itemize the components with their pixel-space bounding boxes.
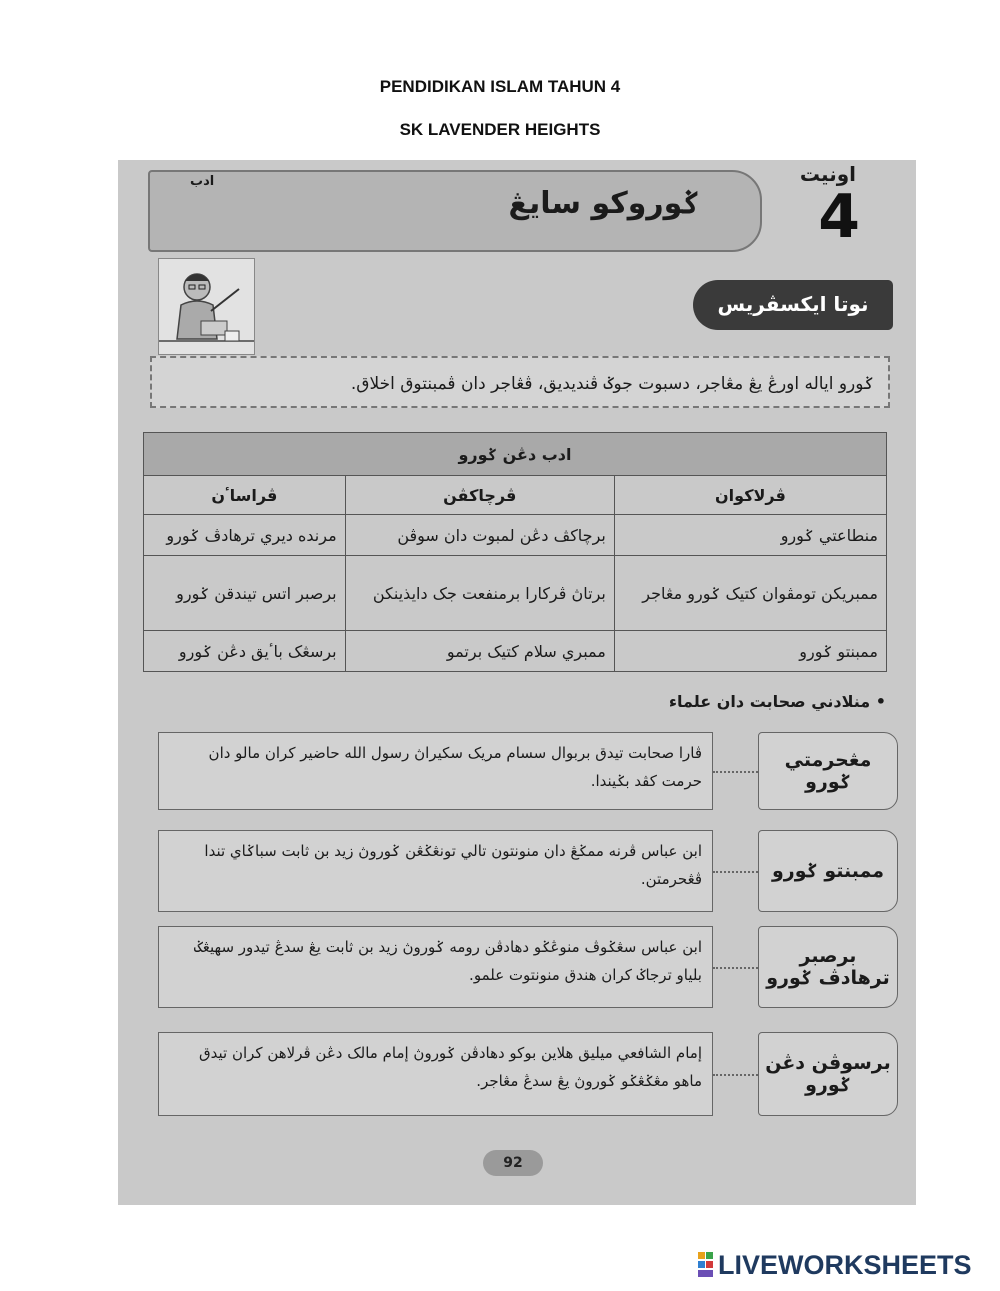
unit-number-box [758, 162, 888, 252]
table-row [144, 515, 887, 556]
example-label: مڠحرمتي ݢورو [758, 732, 898, 810]
connector-line [713, 1074, 758, 1076]
etiquette-table [143, 432, 887, 672]
table-header-row [144, 476, 887, 515]
example-row [158, 830, 898, 912]
unit-banner [148, 170, 762, 252]
unit-topic-tag: ادب [190, 174, 215, 189]
example-text: إمام الشافعي ميليق هلاين بوكو دهادڤن ݢوروڽ إمام مالک دڠن ڤرلاهن كران تيدق ماهو مڠݢڠݢو ݢوروڽ يڠ سدڠ مڠاجر. [158, 1032, 713, 1116]
column-header-behaviour: ڤرلاکوان [614, 476, 886, 515]
table-row [144, 556, 887, 631]
table-cell: ممبري سلام کتيک برتمو [345, 631, 614, 672]
example-label: برصبر ترهادڤ ݢورو [758, 926, 898, 1008]
example-text: ڤارا صحابت تيدق بربوال سسام مريک سکيراڽ رسول الله حاضير كران مالو دان حرمت كڤد بݢيندا. [158, 732, 713, 810]
column-header-speech: ڤرچاكڤن [345, 476, 614, 515]
liveworksheets-logo-icon [698, 1252, 714, 1278]
examples-heading: • منلادني صحابت دان علماء [668, 692, 886, 711]
definition-note: ݢورو اياله اورڠ يڠ مڠاجر، دسبوت جوݢ ڤنديديق، ڤڠاجر دان ڤمبنتوق اخلاق. [150, 356, 890, 408]
example-row [158, 732, 898, 810]
example-row [158, 1032, 898, 1116]
page-number: 92 [483, 1150, 543, 1176]
unit-word: اونيت [799, 162, 856, 186]
column-header-feeling: ڤراساٴن [144, 476, 346, 515]
connector-line [713, 771, 758, 773]
table-cell: برسڠک باٴيق دڠن ݢورو [144, 631, 346, 672]
table-cell: برچاكڤ دڠن لمبوت دان سوڤن [345, 515, 614, 556]
express-notes-label: نوتا ايکسڤريس [693, 280, 893, 330]
example-label: ممبنتو ݢورو [758, 830, 898, 912]
connector-line [713, 871, 758, 873]
example-row [158, 926, 898, 1008]
school-name: SK LAVENDER HEIGHTS [399, 120, 601, 139]
worksheet-subject-title: PENDIDIKAN ISLAM TAHUN 4 [379, 77, 621, 96]
teacher-illustration [158, 258, 255, 355]
connector-line [713, 967, 758, 969]
table-row [144, 631, 887, 672]
table-cell: ممبنتو ݢورو [614, 631, 886, 672]
example-text: ابن عباس ڤرنه ممݢڠ دان منونتون تالي تونڠݢڠن ݢوروڽ زيد بن ثابت سباݢاي تندا ڤڠحرمتن. [158, 830, 713, 912]
example-text: ابن عباس سڠݢوڤ منوڠݢو دهادڤن رومه ݢوروڽ زيد بن ثابت يڠ سدڠ تيدور سهيڠݢ بلياو ترجاݢ كران هندق منونتوت علمو. [158, 926, 713, 1008]
unit-title: ݢوروكو سايڠ [508, 186, 700, 221]
unit-number: 4 [818, 182, 860, 252]
teacher-icon [159, 259, 254, 354]
table-cell: مرنده ديري ترهادڤ ݢورو [144, 515, 346, 556]
textbook-page [118, 160, 916, 1205]
table-title-row [144, 433, 887, 476]
brand-name[interactable]: LIVEWORKSHEETS [718, 1250, 972, 1280]
example-label: برسوڤن دڠن ݢورو [758, 1032, 898, 1116]
table-cell: برصبر اتس تيندقن ݢورو [144, 556, 346, 631]
table-cell: برتاڽ ڤرکارا برمنفعت جک دايذينکن [345, 556, 614, 631]
table-cell: ممبريکن تومڤوان کتيک ݢورو مڠاجر [614, 556, 886, 631]
table-cell: منطاعتي ݢورو [614, 515, 886, 556]
table-title: ادب دڠن ݢورو [144, 433, 887, 476]
